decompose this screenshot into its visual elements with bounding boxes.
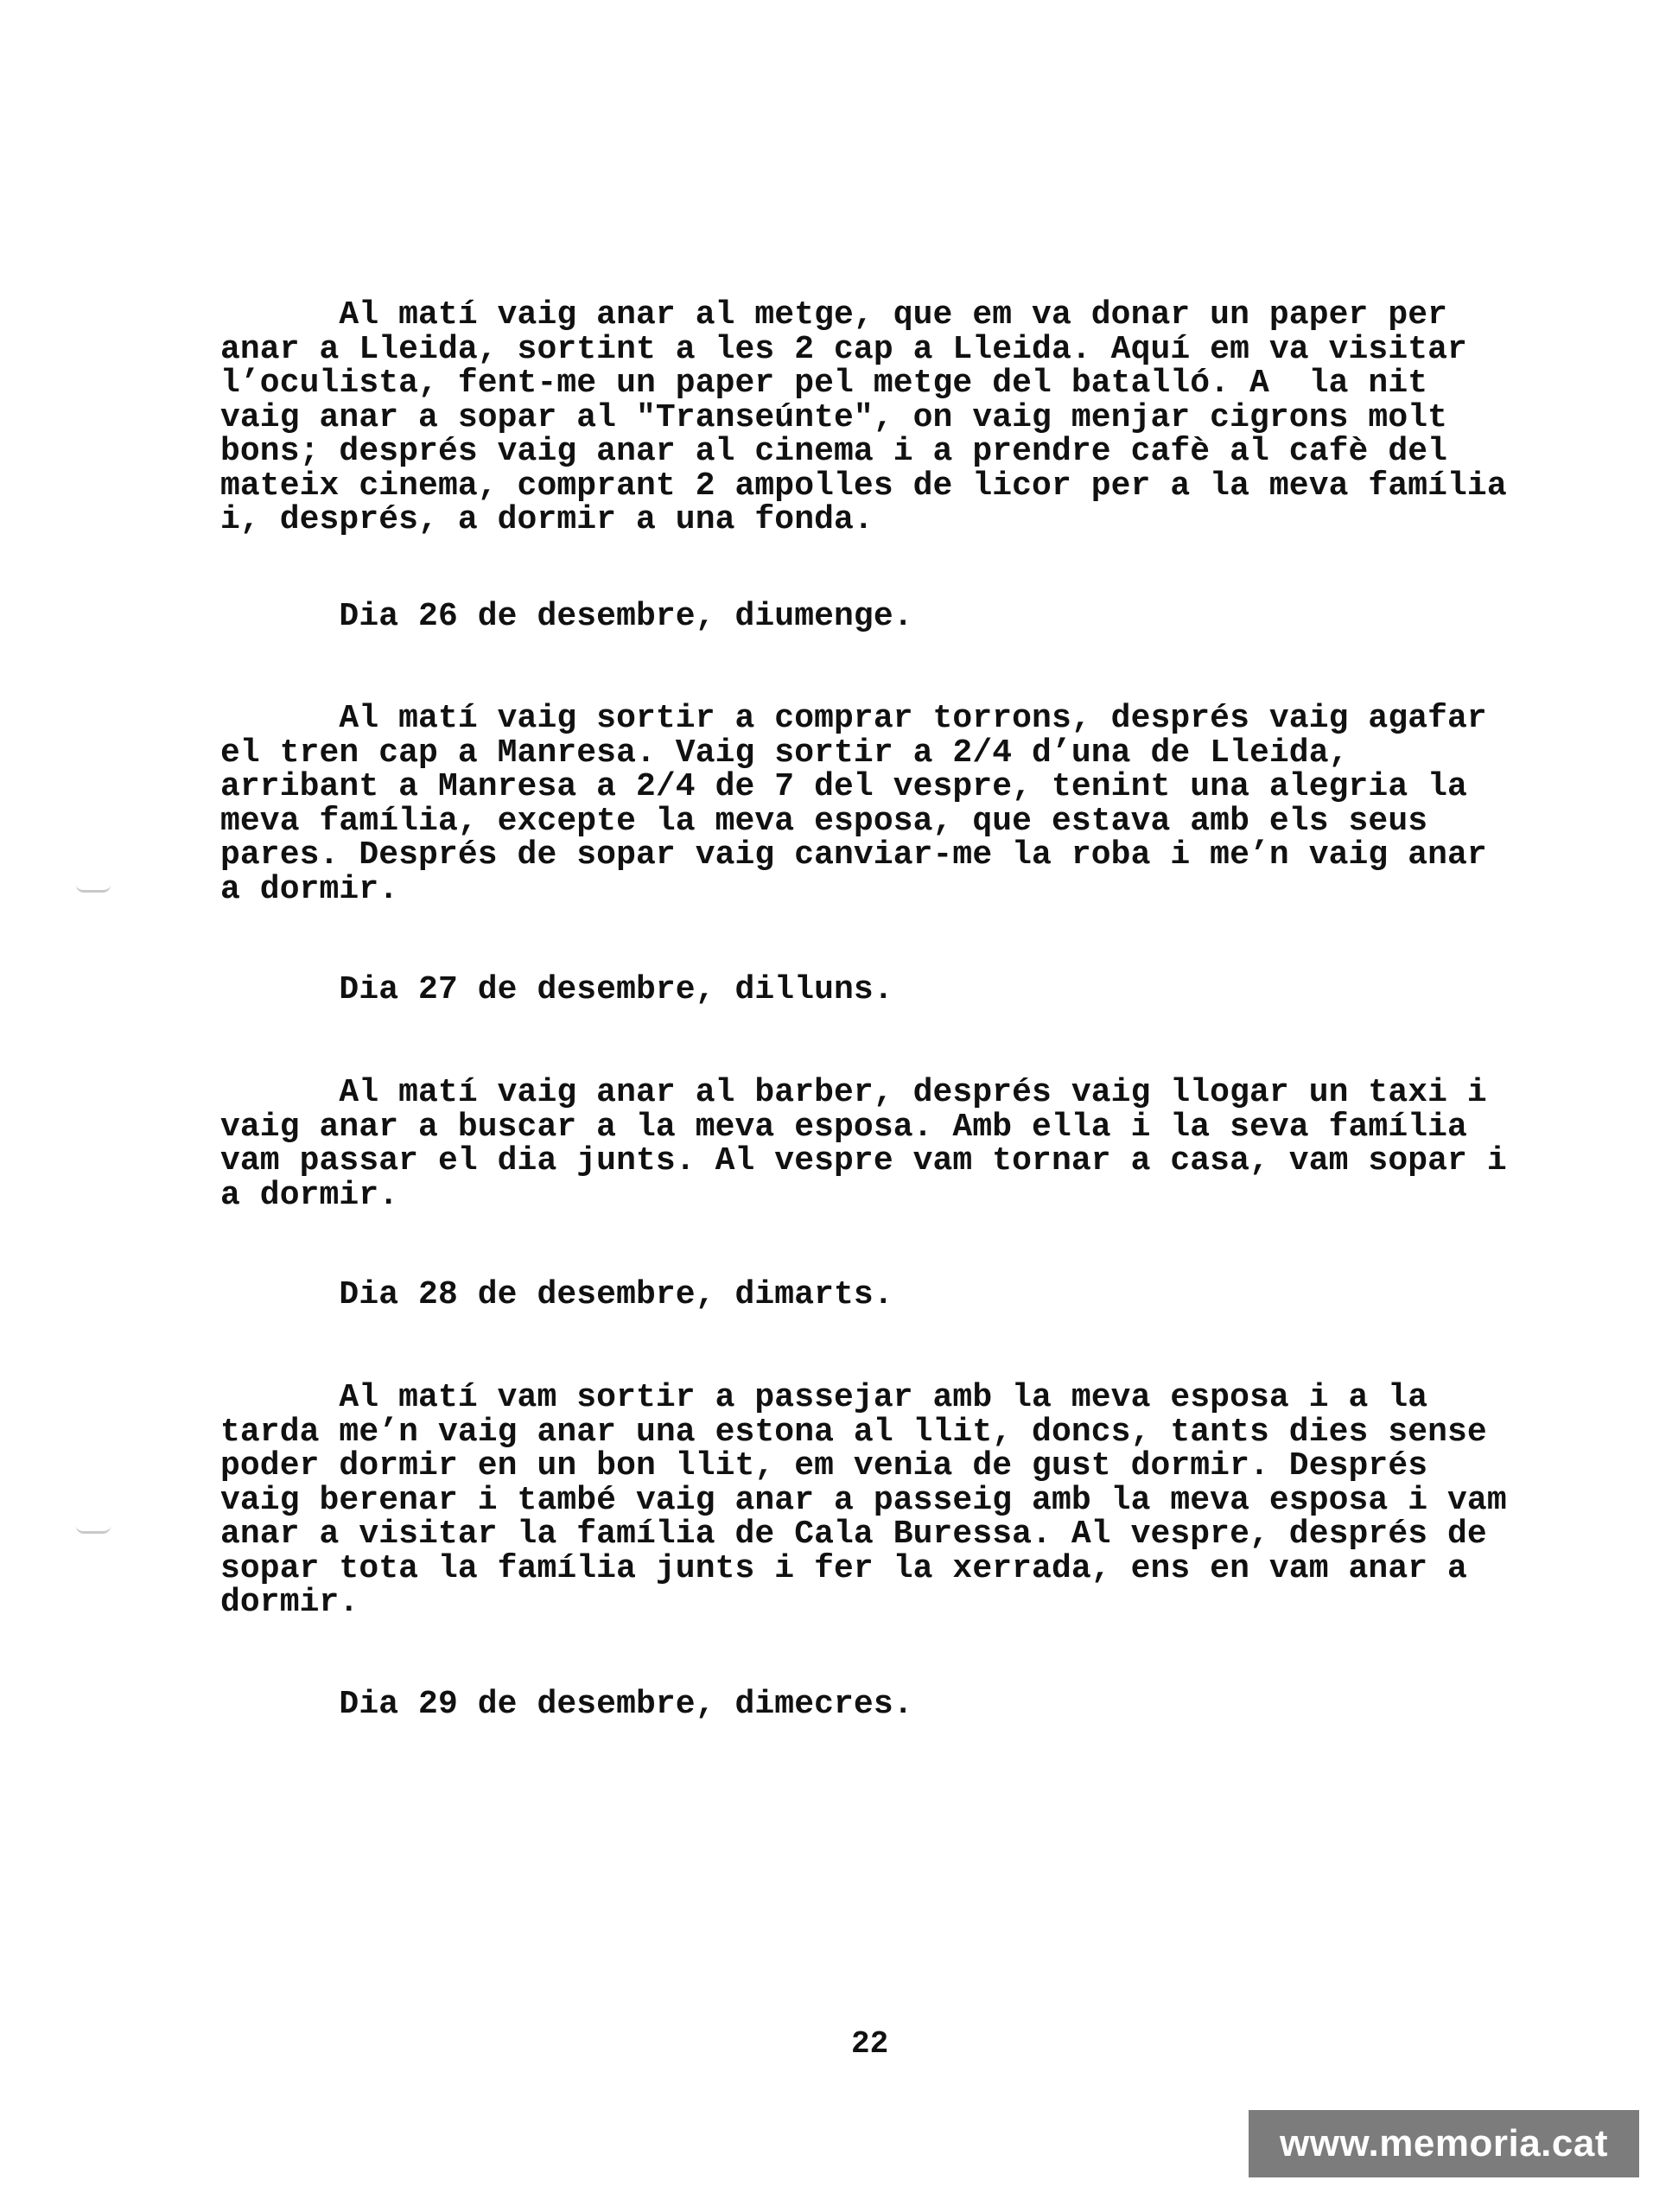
heading-dia-28: Dia 28 de desembre, dimarts. (220, 1276, 893, 1313)
margin-scan-mark (76, 1526, 111, 1534)
paragraph-barber-taxi: Al matí vaig anar al barber, després vaig llogar un taxi i vaig anar a buscar a la meva esposa. Amb ella i la seva família vam passar el dia junts. Al vespre vam tornar a casa, vam sopar i a dormir. (220, 1074, 1507, 1214)
watermark-text: www.memoria.cat (1280, 2122, 1608, 2164)
heading-dia-29: Dia 29 de desembre, dimecres. (220, 1686, 913, 1723)
paragraph-trip-to-manresa: Al matí vaig sortir a comprar torrons, després vaig agafar el tren cap a Manresa. Vaig sortir a 2/4 d’una de Lleida, arribant a Manresa a 2/4 de 7 del vespre, tenint una alegria la meva família, excepte la meva esposa, que estava amb els seus pares. Després de sopar vaig canviar-me la roba i me’n vaig anar a dormir. (220, 700, 1487, 908)
page-number: 22 (851, 2026, 889, 2062)
heading-dia-26: Dia 26 de desembre, diumenge. (220, 598, 913, 635)
paragraph-morning-doctor: Al matí vaig anar al metge, que em va donar un paper per anar a Lleida, sortint a les 2 cap a Lleida. Aquí em va visitar l’oculista, fent-me un paper pel metge del batalló. A la nit vaig anar a sopar al "Transeúnte", on vaig menjar cigrons molt bons; després vaig anar al cinema i a prendre cafè al cafè del mateix cinema, comprant 2 ampolles de licor per a la meva família i, després, a dormir a una fonda. (220, 296, 1507, 538)
margin-scan-mark (76, 885, 111, 893)
heading-dia-27: Dia 27 de desembre, dilluns. (220, 971, 893, 1008)
paragraph-walk-with-wife: Al matí vam sortir a passejar amb la meva esposa i a la tarda me’n vaig anar una estona al llit, doncs, tants dies sense poder dormir en un bon llit, em venia de gust dormir. Després vaig berenar i també vaig anar a passeig amb la meva esposa i vam anar a visitar la família de Cala Buressa. Al vespre, després de sopar tota la família junts i fer la xerrada, ens en vam anar a dormir. (220, 1379, 1507, 1621)
watermark-badge (1249, 2110, 1639, 2177)
